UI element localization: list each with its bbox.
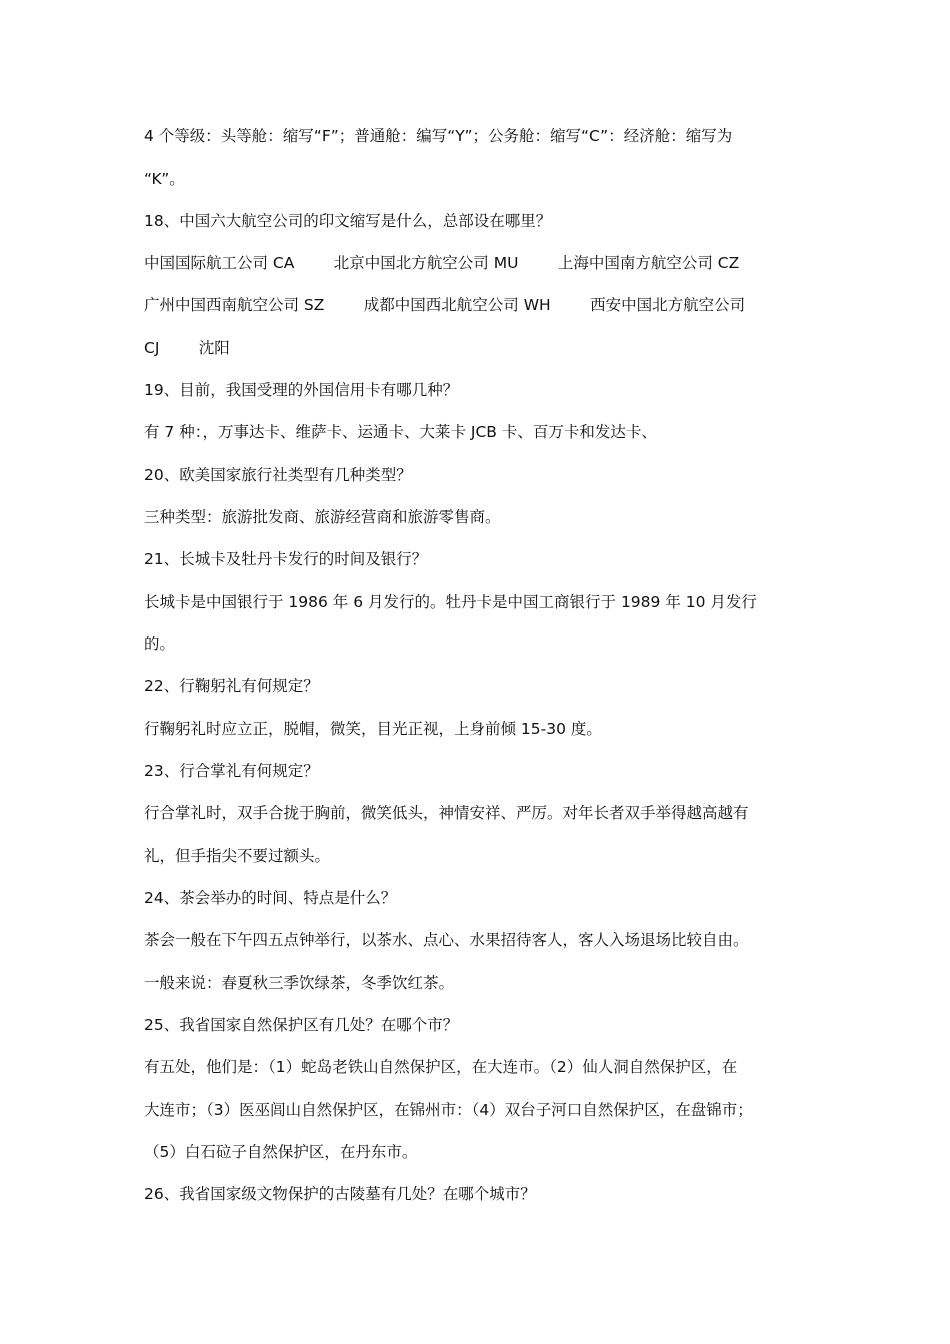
- text-line: 行鞠躬礼时应立正，脱帽，微笑，目光正视，上身前倾 15-30 度。: [144, 720, 602, 738]
- question-heading: 18、中国六大航空公司的印文缩写是什么，总部设在哪里？: [144, 212, 552, 230]
- question-heading: 21、长城卡及牡丹卡发行的时间及银行？: [144, 550, 428, 568]
- text-line: 茶会一般在下午四五点钟举行，以茶水、点心、水果招待客人，客人入场退场比较自由。: [144, 931, 749, 949]
- text-line: CJ 沈阳: [144, 339, 230, 357]
- text-line: 4 个等级：头等舱：缩写“F”；普通舱：编写“Y”；公务舱：缩写“C”：经济舱：缩写为: [144, 127, 733, 145]
- text-line: 礼，但手指尖不要过额头。: [144, 847, 331, 865]
- question-heading: 25、我省国家自然保护区有几处？在哪个市？: [144, 1016, 459, 1034]
- text-line: 行合掌礼时，双手合拢于胸前，微笑低头，神情安祥、严厉。对年长者双手举得越高越有: [144, 804, 749, 822]
- question-heading: 24、茶会举办的时间、特点是什么？: [144, 889, 397, 907]
- text-line: 有 7 种：，万事达卡、维萨卡、运通卡、大莱卡 JCB 卡、百万卡和发达卡、: [144, 423, 657, 441]
- text-line: 长城卡是中国银行于 1986 年 6 月发行的。牡丹卡是中国工商银行于 1989 年 10 月发行: [144, 593, 757, 611]
- text-line: 三种类型：旅游批发商、旅游经营商和旅游零售商。: [144, 508, 501, 526]
- text-line: 中国国际航工公司 CA 北京中国北方航空公司 MU 上海中国南方航空公司 CZ: [144, 254, 740, 272]
- text-line: “K”。: [144, 170, 185, 188]
- question-heading: 22、行鞠躬礼有何规定？: [144, 677, 319, 695]
- text-line: 广州中国西南航空公司 SZ 成都中国西北航空公司 WH 西安中国北方航空公司: [144, 296, 746, 314]
- text-line: 大连市；（3）医巫闾山自然保护区，在锦州市：（4）双台子河口自然保护区，在盘锦市；: [144, 1101, 753, 1119]
- text-line: 一般来说：春夏秋三季饮绿茶，冬季饮红茶。: [144, 974, 455, 992]
- text-line: （5）白石砬子自然保护区，在丹东市。: [144, 1143, 418, 1161]
- question-heading: 26、我省国家级文物保护的古陵墓有几处？在哪个城市？: [144, 1185, 536, 1203]
- question-heading: 19、目前，我国受理的外国信用卡有哪几种？: [144, 381, 459, 399]
- question-heading: 20、欧美国家旅行社类型有几种类型？: [144, 466, 412, 484]
- question-heading: 23、行合掌礼有何规定？: [144, 762, 319, 780]
- text-line: 有五处，他们是：（1）蛇岛老铁山自然保护区，在大连市。（2）仙人洞自然保护区，在: [144, 1058, 738, 1076]
- text-line: 的。: [144, 635, 176, 653]
